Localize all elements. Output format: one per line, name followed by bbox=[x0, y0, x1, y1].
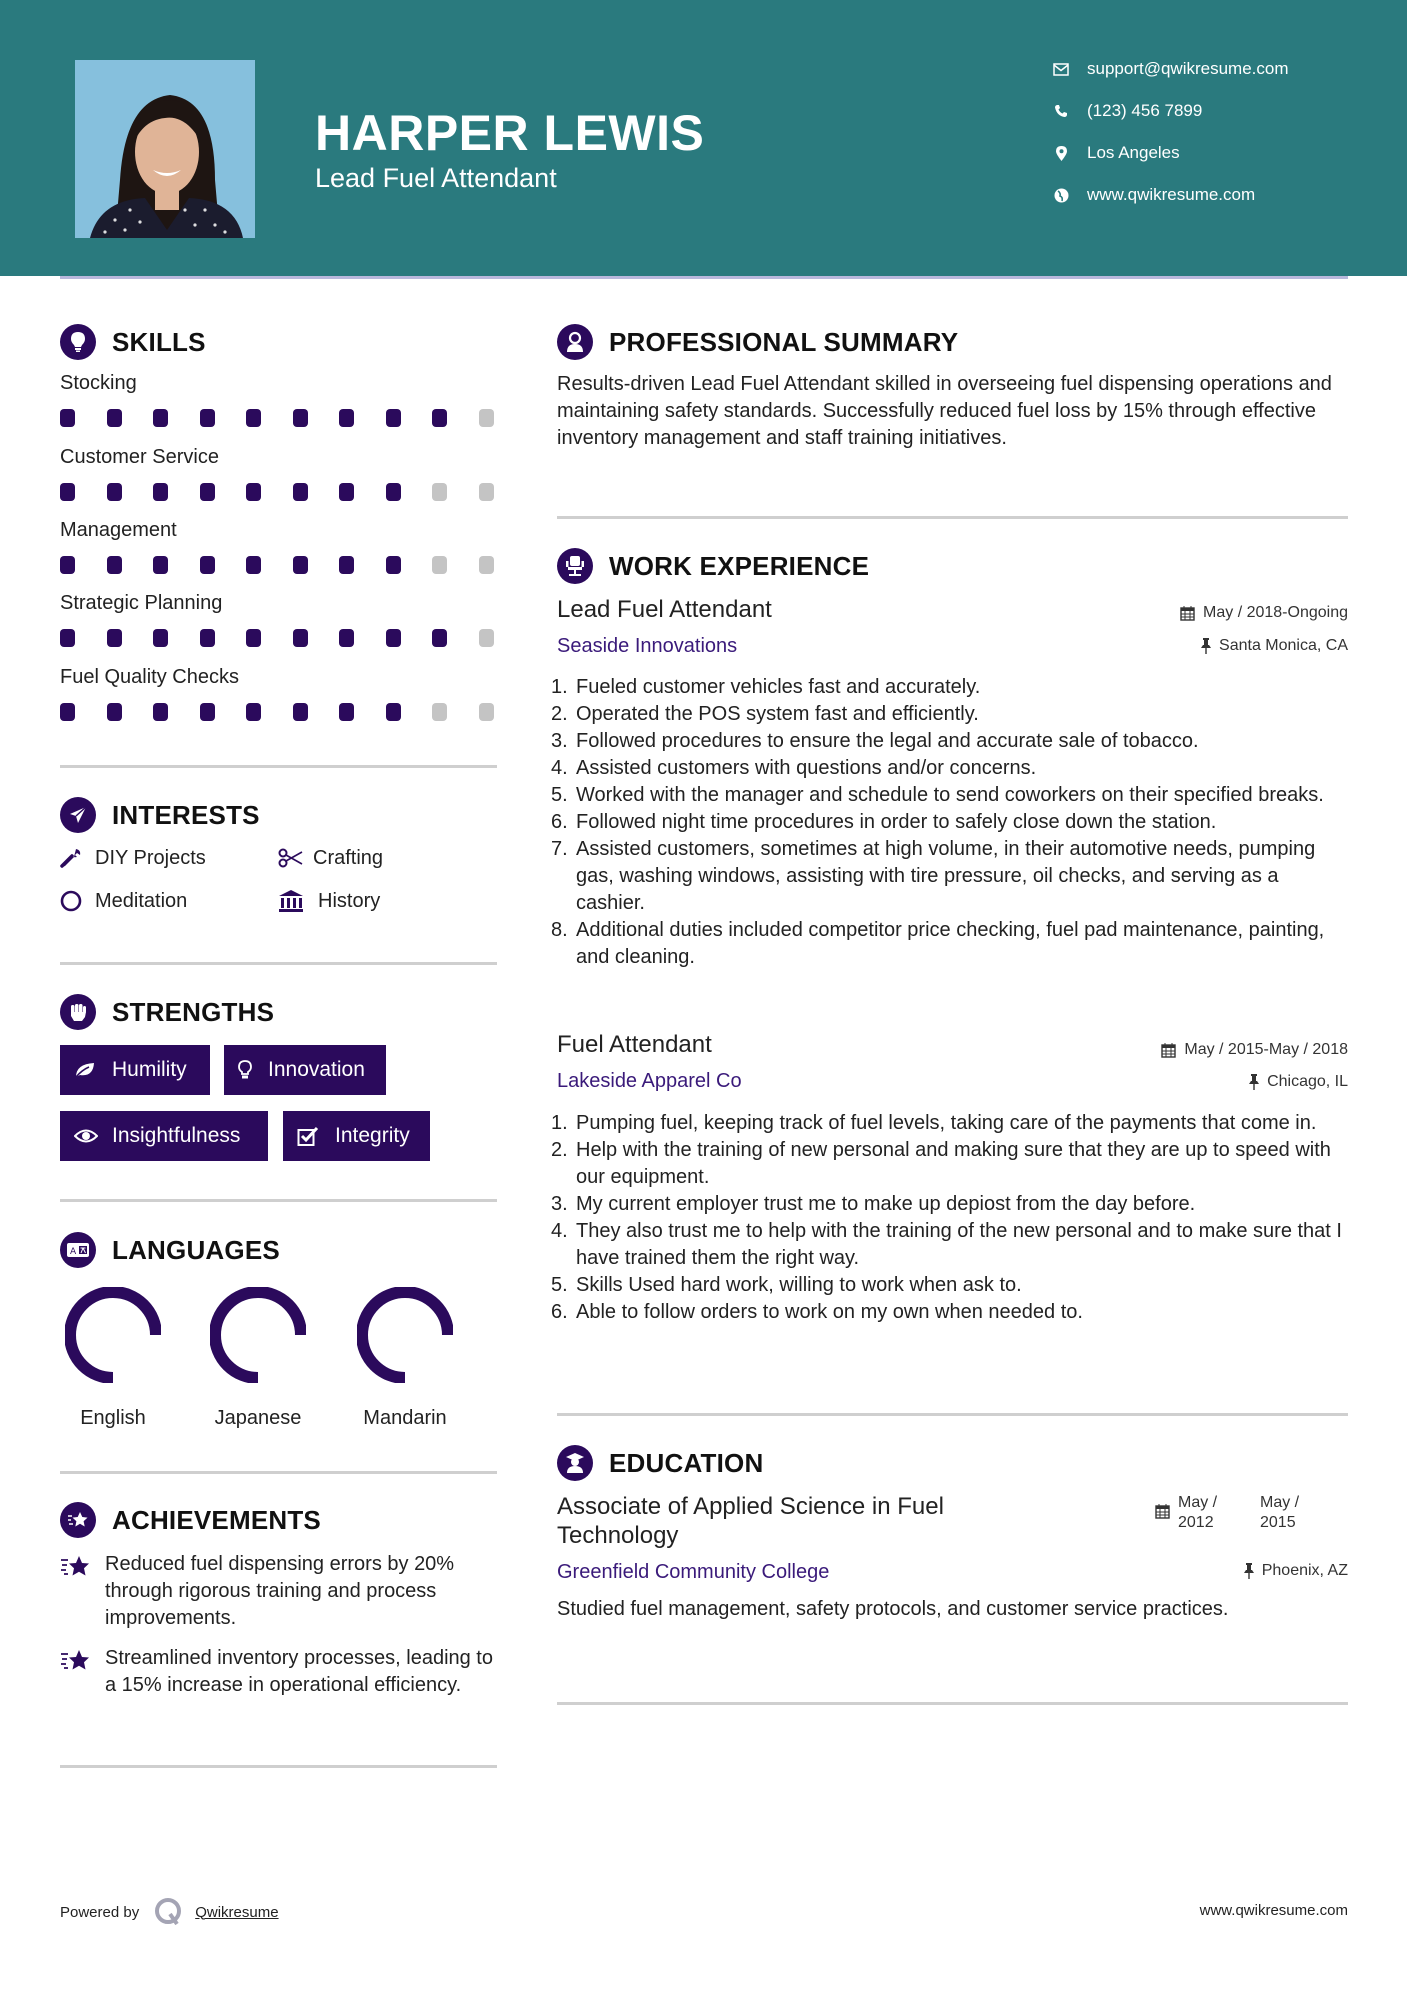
contact-phone[interactable]: (123) 456 7899 bbox=[1050, 98, 1202, 124]
skill-label: Strategic Planning bbox=[60, 592, 223, 614]
rating-dot-filled bbox=[153, 409, 168, 427]
achievement-item: Streamlined inventory processes, leading to a 15% increase in operational efficiency. bbox=[60, 1645, 500, 1699]
job-location: Santa Monica, CA bbox=[1201, 637, 1348, 655]
rating-dot-filled bbox=[386, 629, 401, 647]
skill-label: Customer Service bbox=[60, 446, 219, 468]
section-divider bbox=[60, 1199, 497, 1202]
header-underline bbox=[60, 276, 1348, 279]
rating-dot-filled bbox=[107, 629, 122, 647]
graduate-icon bbox=[557, 1445, 593, 1481]
wrench-icon bbox=[60, 846, 86, 870]
rating-dot-empty bbox=[432, 483, 447, 501]
paper-plane-icon bbox=[60, 797, 96, 833]
calendar-icon bbox=[1155, 1493, 1170, 1533]
skill-label: Fuel Quality Checks bbox=[60, 666, 239, 688]
section-divider bbox=[557, 1702, 1348, 1705]
language-english: English bbox=[53, 1287, 173, 1430]
work-heading: WORK EXPERIENCE bbox=[557, 548, 869, 584]
rating-dot-filled bbox=[60, 409, 75, 427]
rating-dot-empty bbox=[432, 556, 447, 574]
duty-item: Fueled customer vehicles fast and accurately. bbox=[576, 676, 981, 698]
shooting-star-icon bbox=[60, 1551, 105, 1632]
job-title: Lead Fuel Attendant bbox=[557, 596, 772, 623]
education-dates: May / 2012 May / 2015 bbox=[1155, 1493, 1299, 1533]
duty-item: Pumping fuel, keeping track of fuel levels, taking care of the payments that come in. bbox=[576, 1112, 1317, 1134]
shooting-star-icon bbox=[60, 1645, 105, 1699]
rating-dot-filled bbox=[60, 703, 75, 721]
museum-icon bbox=[278, 889, 304, 913]
duty-item: Assisted customers, sometimes at high volume, in their automotive needs, pumping gas, washing windows, assisting with tire pressure, oil checks, and serving as a cashier. bbox=[576, 838, 1316, 914]
proficiency-ring bbox=[210, 1287, 306, 1383]
fist-icon bbox=[60, 994, 96, 1030]
phone-icon bbox=[1050, 100, 1072, 122]
job-title: Fuel Attendant bbox=[557, 1031, 712, 1058]
achievements-heading: ACHIEVEMENTS bbox=[60, 1502, 321, 1538]
star-badge-icon bbox=[60, 1502, 96, 1538]
translate-icon bbox=[60, 1232, 96, 1268]
section-divider bbox=[60, 765, 497, 768]
duty-item: They also trust me to help with the training of the new personal and to make sure that I have trained them the right way. bbox=[576, 1220, 1342, 1269]
globe-icon bbox=[1050, 184, 1072, 206]
eye-icon bbox=[74, 1128, 100, 1144]
svg-text:A: A bbox=[70, 1247, 77, 1257]
candidate-name: HARPER LEWIS bbox=[315, 105, 705, 161]
duty-item: My current employer trust me to make up depiost from the day before. bbox=[576, 1193, 1196, 1215]
skill-rating bbox=[60, 556, 525, 574]
rating-dot-empty bbox=[479, 556, 494, 574]
company-name: Seaside Innovations bbox=[557, 635, 738, 657]
proficiency-ring bbox=[65, 1287, 161, 1383]
skill-rating bbox=[60, 409, 525, 427]
strength-badge: Insightfulness bbox=[60, 1111, 268, 1161]
duty-item: Worked with the manager and schedule to send coworkers on their specified breaks. bbox=[576, 784, 1324, 806]
rating-dot-filled bbox=[153, 483, 168, 501]
section-divider bbox=[60, 1471, 497, 1474]
job-dates: May / 2018-Ongoing bbox=[1180, 604, 1348, 622]
rating-dot-filled bbox=[339, 629, 354, 647]
rating-dot-filled bbox=[107, 483, 122, 501]
rating-dot-filled bbox=[386, 556, 401, 574]
envelope-icon bbox=[1050, 58, 1072, 80]
rating-dot-filled bbox=[200, 556, 215, 574]
duty-item: Operated the POS system fast and efficiently. bbox=[576, 703, 979, 725]
rating-dot-filled bbox=[60, 629, 75, 647]
rating-dot-filled bbox=[107, 409, 122, 427]
education-heading: EDUCATION bbox=[557, 1445, 763, 1481]
rating-dot-empty bbox=[479, 703, 494, 721]
rating-dot-filled bbox=[246, 483, 261, 501]
contact-email[interactable]: support@qwikresume.com bbox=[1050, 56, 1289, 82]
section-divider bbox=[557, 1413, 1348, 1416]
degree-title: Associate of Applied Science in Fuel Technology bbox=[557, 1493, 944, 1549]
pushpin-icon bbox=[1249, 1074, 1259, 1090]
job-duties-list bbox=[557, 1110, 1352, 1326]
skill-rating bbox=[60, 483, 525, 501]
rating-dot-filled bbox=[60, 556, 75, 574]
strengths-heading: STRENGTHS bbox=[60, 994, 274, 1030]
skills-heading: SKILLS bbox=[60, 324, 206, 360]
rating-dot-filled bbox=[432, 409, 447, 427]
duty-item: Skills Used hard work, willing to work when ask to. bbox=[576, 1274, 1022, 1296]
contact-website[interactable]: www.qwikresume.com bbox=[1050, 182, 1255, 208]
rating-dot-filled bbox=[293, 703, 308, 721]
rating-dot-filled bbox=[293, 556, 308, 574]
rating-dot-filled bbox=[339, 556, 354, 574]
language-japanese: Japanese bbox=[198, 1287, 318, 1430]
skill-rating bbox=[60, 629, 525, 647]
lightbulb-icon bbox=[60, 324, 96, 360]
strength-badge: Integrity bbox=[283, 1111, 430, 1161]
rating-dot-filled bbox=[200, 703, 215, 721]
proficiency-ring bbox=[357, 1287, 453, 1383]
rating-dot-filled bbox=[246, 556, 261, 574]
calendar-icon bbox=[1161, 1042, 1176, 1058]
rating-dot-filled bbox=[339, 483, 354, 501]
job-duties-list bbox=[557, 674, 1352, 971]
scissors-icon bbox=[278, 846, 304, 870]
rating-dot-filled bbox=[293, 409, 308, 427]
interest-item: History bbox=[278, 889, 380, 913]
interest-item: Crafting bbox=[278, 846, 383, 870]
rating-dot-filled bbox=[153, 556, 168, 574]
summary-heading: PROFESSIONAL SUMMARY bbox=[557, 324, 958, 360]
strength-badge: Humility bbox=[60, 1045, 210, 1095]
duty-item: Followed procedures to ensure the legal and accurate sale of tobacco. bbox=[576, 730, 1199, 752]
rating-dot-filled bbox=[153, 703, 168, 721]
pushpin-icon bbox=[1201, 638, 1211, 654]
powered-by: Powered by Qwikresume bbox=[60, 1897, 279, 1927]
job-location: Chicago, IL bbox=[1249, 1073, 1348, 1091]
rating-dot-filled bbox=[246, 703, 261, 721]
school-name: Greenfield Community College bbox=[557, 1561, 830, 1583]
section-divider bbox=[557, 516, 1348, 519]
summary-text: Results-driven Lead Fuel Attendant skilled in overseeing fuel dispensing operations and maintaining safety standards. Successfully reduced fuel loss by 15% through effective inventory management and staff training initiatives. bbox=[557, 373, 1332, 449]
interest-item: Meditation bbox=[60, 889, 187, 913]
rating-dot-filled bbox=[200, 409, 215, 427]
duty-item: Able to follow orders to work on my own when needed to. bbox=[576, 1301, 1083, 1323]
company-name: Lakeside Apparel Co bbox=[557, 1070, 742, 1092]
rating-dot-filled bbox=[386, 409, 401, 427]
skill-label: Management bbox=[60, 519, 177, 541]
interest-item: DIY Projects bbox=[60, 846, 206, 870]
achievement-item: Reduced fuel dispensing errors by 20% through rigorous training and process improvements. bbox=[60, 1551, 500, 1632]
rating-dot-empty bbox=[479, 629, 494, 647]
leaf-icon bbox=[74, 1061, 100, 1079]
strength-badge: Innovation bbox=[224, 1045, 386, 1095]
lightbulb-icon bbox=[238, 1060, 256, 1080]
rating-dot-filled bbox=[153, 629, 168, 647]
checkbox-icon bbox=[297, 1126, 323, 1146]
rating-dot-filled bbox=[339, 409, 354, 427]
map-pin-icon bbox=[1050, 142, 1072, 164]
language-mandarin: Mandarin bbox=[345, 1287, 465, 1430]
rating-dot-filled bbox=[60, 483, 75, 501]
footer-website[interactable]: www.qwikresume.com bbox=[1199, 1902, 1348, 1919]
rating-dot-empty bbox=[479, 409, 494, 427]
profile-photo bbox=[75, 60, 255, 238]
section-divider bbox=[60, 962, 497, 965]
pushpin-icon bbox=[1244, 1563, 1254, 1579]
rating-dot-filled bbox=[386, 483, 401, 501]
job-dates: May / 2015-May / 2018 bbox=[1161, 1041, 1348, 1059]
rating-dot-filled bbox=[107, 556, 122, 574]
qwikresume-logo-icon bbox=[153, 1897, 183, 1927]
candidate-title: Lead Fuel Attendant bbox=[315, 163, 557, 193]
contact-location: Los Angeles bbox=[1050, 140, 1180, 166]
education-location: Phoenix, AZ bbox=[1244, 1562, 1348, 1580]
rating-dot-empty bbox=[432, 703, 447, 721]
rating-dot-filled bbox=[200, 629, 215, 647]
education-description: Studied fuel management, safety protocols, and customer service practices. bbox=[557, 1598, 1229, 1620]
circle-icon bbox=[60, 889, 86, 913]
office-chair-icon bbox=[557, 548, 593, 584]
languages-heading: A LANGUAGES bbox=[60, 1232, 280, 1268]
rating-dot-filled bbox=[246, 409, 261, 427]
skill-rating bbox=[60, 703, 525, 721]
rating-dot-filled bbox=[293, 629, 308, 647]
section-divider bbox=[60, 1765, 497, 1768]
rating-dot-filled bbox=[246, 629, 261, 647]
user-icon bbox=[557, 324, 593, 360]
qwikresume-link[interactable]: Qwikresume bbox=[195, 1903, 279, 1921]
rating-dot-filled bbox=[339, 703, 354, 721]
rating-dot-filled bbox=[293, 483, 308, 501]
skill-label: Stocking bbox=[60, 372, 137, 394]
duty-item: Followed night time procedures in order to safely close down the station. bbox=[576, 811, 1217, 833]
duty-item: Additional duties included competitor price checking, fuel pad maintenance, painting, and cleaning. bbox=[576, 919, 1325, 968]
duty-item: Assisted customers with questions and/or concerns. bbox=[576, 757, 1037, 779]
rating-dot-filled bbox=[107, 703, 122, 721]
rating-dot-filled bbox=[386, 703, 401, 721]
rating-dot-filled bbox=[200, 483, 215, 501]
rating-dot-filled bbox=[432, 629, 447, 647]
duty-item: Help with the training of new personal and making sure that they are up to speed with our equipment. bbox=[576, 1139, 1331, 1188]
interests-heading: INTERESTS bbox=[60, 797, 260, 833]
rating-dot-empty bbox=[479, 483, 494, 501]
calendar-icon bbox=[1180, 605, 1195, 621]
